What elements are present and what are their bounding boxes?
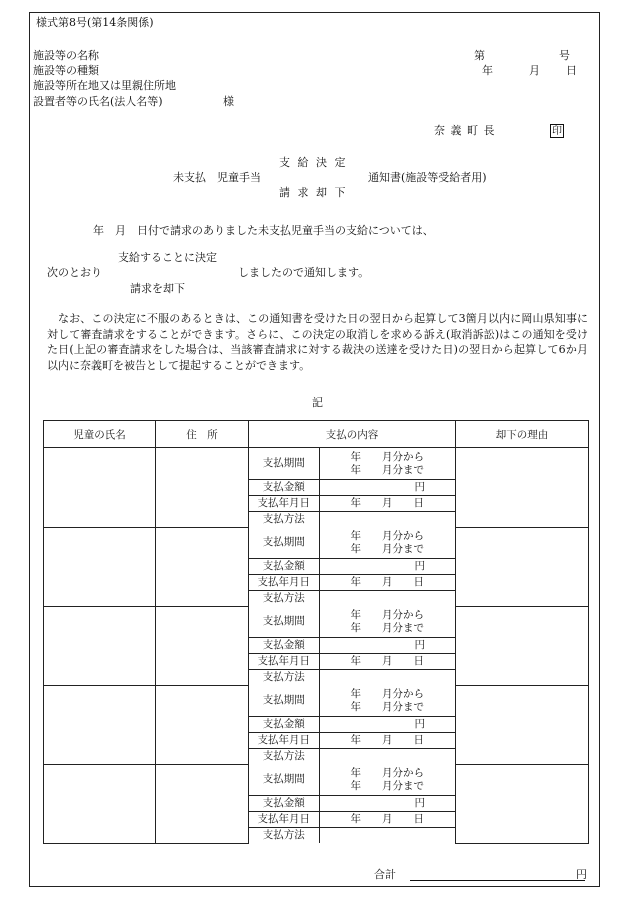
table-row <box>44 448 589 528</box>
period-from: 年 月分から <box>350 687 424 700</box>
address-cell[interactable] <box>156 527 249 606</box>
payment-content-cell <box>249 764 456 843</box>
number-dai: 第 <box>474 49 485 62</box>
form-label: 様式第8号(第14条関係) <box>36 16 154 29</box>
payment-content-cell <box>249 606 456 685</box>
payment-detail-table <box>249 448 455 527</box>
period-label: 支払期間 <box>249 527 319 559</box>
amount-label: 支払金額 <box>249 796 319 812</box>
amount-label: 支払金額 <box>249 559 319 575</box>
sama-label: 様 <box>223 95 234 108</box>
child-name-cell[interactable] <box>44 448 156 528</box>
period-to: 年 月分まで <box>350 779 424 792</box>
rejection-reason-cell[interactable] <box>456 606 589 685</box>
period-label: 支払期間 <box>249 685 319 717</box>
method-label: 支払方法 <box>249 749 319 765</box>
number-go: 号 <box>559 49 570 62</box>
rejection-reason-cell[interactable] <box>456 527 589 606</box>
period-to: 年 月分まで <box>350 542 424 555</box>
facility-address-label: 施設等所在地又は里親住所地 <box>33 79 176 92</box>
pay-date-value[interactable]: 年 月 日 <box>319 496 455 512</box>
date-year: 年 <box>482 64 493 77</box>
amount-value[interactable]: 円 <box>319 796 455 812</box>
method-value[interactable] <box>319 828 455 844</box>
method-value[interactable] <box>319 749 455 765</box>
pay-date-label: 支払年月日 <box>249 812 319 828</box>
body-option-reject: 請求を却下 <box>130 282 185 295</box>
payment-table <box>43 420 589 844</box>
payment-content-cell <box>249 685 456 764</box>
period-label: 支払期間 <box>249 764 319 796</box>
rejection-reason-cell[interactable] <box>456 685 589 764</box>
child-name-cell[interactable] <box>44 606 156 685</box>
header-payment-content: 支払の内容 <box>249 421 456 448</box>
period-to: 年 月分まで <box>350 700 424 713</box>
amount-label: 支払金額 <box>249 638 319 654</box>
total-yen: 円 <box>576 868 587 881</box>
amount-value[interactable]: 円 <box>319 480 455 496</box>
table-row <box>44 764 589 843</box>
payment-detail-table <box>249 606 455 685</box>
date-day: 日 <box>566 64 577 77</box>
header-child-name: 児童の氏名 <box>44 421 156 448</box>
period-from: 年 月分から <box>350 608 424 621</box>
child-name-cell[interactable] <box>44 685 156 764</box>
rejection-reason-cell[interactable] <box>456 448 589 528</box>
amount-value[interactable]: 円 <box>319 717 455 733</box>
issuer-name: 奈 義 町 長 <box>434 124 496 137</box>
amount-value[interactable]: 円 <box>319 638 455 654</box>
pay-date-value[interactable]: 年 月 日 <box>319 654 455 670</box>
date-month: 月 <box>529 64 540 77</box>
title-right: 通知書(施設等受給者用) <box>368 171 487 184</box>
payment-content-cell <box>249 527 456 606</box>
method-value[interactable] <box>319 670 455 686</box>
amount-label: 支払金額 <box>249 717 319 733</box>
table-row <box>44 527 589 606</box>
amount-value[interactable]: 円 <box>319 559 455 575</box>
payment-detail-table <box>249 685 455 764</box>
title-kyakka: 請 求 却 下 <box>279 186 348 199</box>
period-from: 年 月分から <box>350 766 424 779</box>
pay-date-value[interactable]: 年 月 日 <box>319 733 455 749</box>
period-label: 支払期間 <box>249 606 319 638</box>
address-cell[interactable] <box>156 685 249 764</box>
header-rejection-reason: 却下の理由 <box>456 421 589 448</box>
table-header-row <box>44 421 589 448</box>
pay-date-label: 支払年月日 <box>249 654 319 670</box>
period-to: 年 月分まで <box>350 621 424 634</box>
header-address: 住 所 <box>156 421 249 448</box>
amount-label: 支払金額 <box>249 480 319 496</box>
title-left: 未支払 児童手当 <box>173 171 261 184</box>
ki-label: 記 <box>312 396 323 409</box>
pay-date-label: 支払年月日 <box>249 496 319 512</box>
period-label: 支払期間 <box>249 448 319 480</box>
method-label: 支払方法 <box>249 591 319 607</box>
address-cell[interactable] <box>156 606 249 685</box>
total-label: 合計 <box>374 868 396 881</box>
method-label: 支払方法 <box>249 828 319 844</box>
pay-date-value[interactable]: 年 月 日 <box>319 575 455 591</box>
appeal-notice: なお、この決定に不服のあるときは、この通知書を受けた日の翌日から起算して3箇月以内に岡山県知事に対して審査請求をすることができます。さらに、この決定の取消しを求める訴え(取消訴訟)はこの通知を受けた日(上記の審査請求をした場合は、当該審査請求に対する裁決の送達を受けた日)の翌日から起算して6か月以内に奈義町を被告として提起することができます。 <box>47 312 588 372</box>
body-option-decide: 支給することに決定 <box>118 251 217 264</box>
period-value[interactable] <box>319 448 455 480</box>
child-name-cell[interactable] <box>44 764 156 843</box>
payment-detail-table <box>249 527 455 606</box>
address-cell[interactable] <box>156 448 249 528</box>
child-name-cell[interactable] <box>44 527 156 606</box>
pay-date-label: 支払年月日 <box>249 733 319 749</box>
title-kettei: 支 給 決 定 <box>279 156 348 169</box>
payment-detail-table <box>249 764 455 843</box>
pay-date-value[interactable]: 年 月 日 <box>319 812 455 828</box>
pay-date-label: 支払年月日 <box>249 575 319 591</box>
body-line1: 年 月 日付で請求のありました未支払児童手当の支給については、 <box>93 224 434 237</box>
period-value[interactable] <box>319 685 455 717</box>
founder-name-label: 設置者等の氏名(法人名等) <box>33 95 163 108</box>
method-value[interactable] <box>319 591 455 607</box>
table-row <box>44 685 589 764</box>
facility-type-label: 施設等の種類 <box>33 64 99 77</box>
method-label: 支払方法 <box>249 512 319 528</box>
facility-name-label: 施設等の名称 <box>33 49 99 62</box>
method-label: 支払方法 <box>249 670 319 686</box>
period-to: 年 月分まで <box>350 463 424 476</box>
body-prefix: 次のとおり <box>47 266 102 279</box>
period-value[interactable] <box>319 606 455 638</box>
period-value[interactable] <box>319 527 455 559</box>
period-from: 年 月分から <box>350 529 424 542</box>
body-suffix: しましたので通知します。 <box>238 266 370 279</box>
total-amount-line <box>410 880 585 881</box>
address-cell[interactable] <box>156 764 249 843</box>
rejection-reason-cell[interactable] <box>456 764 589 843</box>
period-value[interactable] <box>319 764 455 796</box>
payment-content-cell <box>249 448 456 528</box>
method-value[interactable] <box>319 512 455 528</box>
seal-mark <box>550 124 564 138</box>
table-row <box>44 606 589 685</box>
seal-char: 印 <box>552 126 562 137</box>
period-from: 年 月分から <box>350 450 424 463</box>
